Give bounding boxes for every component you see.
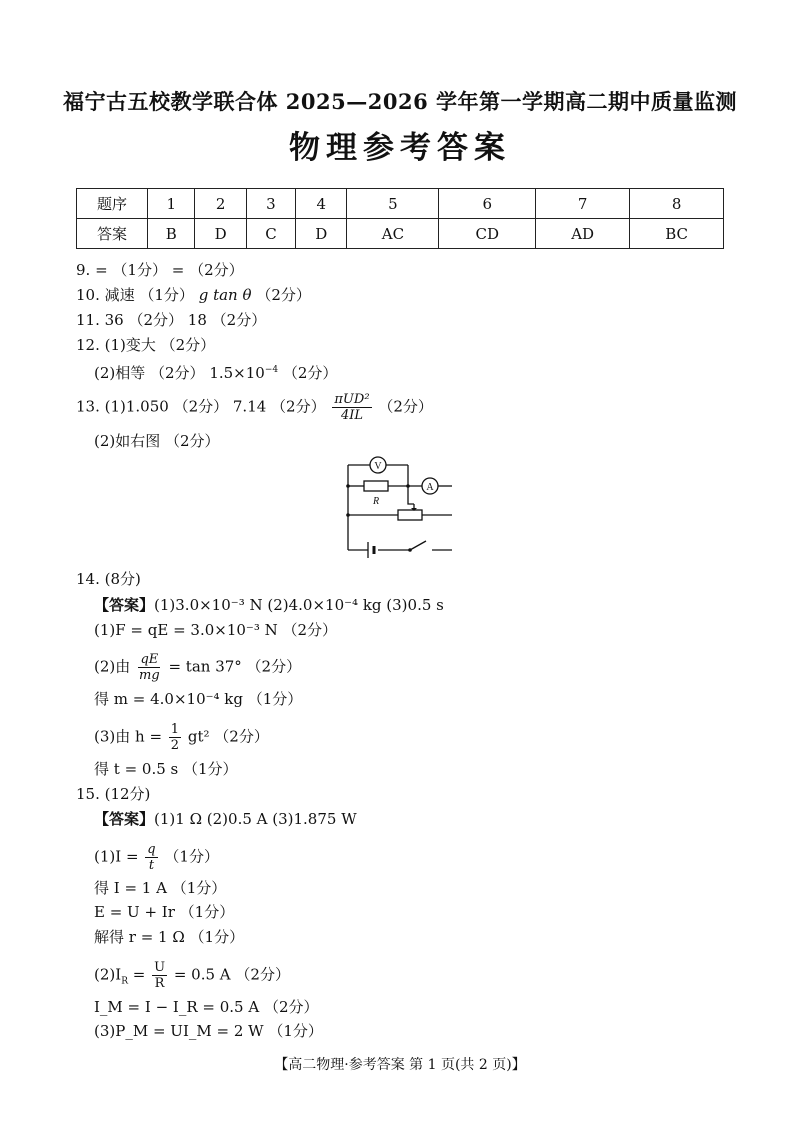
q14-step-2-suffix: = tan 37° （2分） [168,657,302,676]
q14-fraction [137,652,162,683]
answer-cell: AC [347,219,439,249]
slider-wire [408,486,414,504]
answer-q11: 11. 36 （2分） 18 （2分） [76,311,267,329]
q14-step-4-suffix: gt² （2分） [187,727,269,746]
answer-tag: 【答案】 [94,596,155,614]
answer-q9: 9. = （1分） = （2分） [76,261,244,279]
q15-step-4: 解得 r = 1 Ω （1分） [94,928,245,946]
junction-dot [346,484,350,488]
q10-formula: g tan θ [198,286,252,304]
fraction-denominator: 2 [170,738,180,753]
answer-cell: C [246,219,295,249]
q13-score: （2分） [378,397,433,416]
table-row-label: 答案 [77,219,148,249]
question-number: 6 [439,189,536,219]
q15-step-2: 得 I = 1 A （1分） [94,879,227,897]
page-subtitle: 物理参考答案 [289,130,511,166]
answer-cell: B [148,219,195,249]
subscript: R [121,976,128,987]
q15-fraction [145,842,157,873]
q13-part1-text: 13. (1)1.050 （2分） 7.14 （2分） [76,397,326,416]
q12-part2-text: (2)相等 （2分） 1.5×10 [94,364,265,382]
switch-icon [410,541,426,550]
circuit-diagram [340,455,460,560]
q14-step-3: 得 m = 4.0×10⁻⁴ kg （1分） [94,690,303,708]
fraction-numerator: 1 [170,722,180,737]
question-number: 4 [296,189,347,219]
fraction-numerator: qE [140,652,159,667]
question-number: 3 [246,189,295,219]
page-title: 福宁古五校教学联合体 2025—2026 学年第一学期高二期中质量监测 [62,89,737,114]
q14-step-2-prefix: (2)由 [94,657,131,676]
ammeter-label: A [426,482,434,493]
q15-step-5-eq: = [127,965,146,984]
question-number: 7 [536,189,630,219]
q12-exponent: −4 [264,365,279,375]
q15-ohm-fraction [152,960,167,991]
answer-q13-part2: (2)如右图 （2分） [94,432,220,450]
resistor-label: R [372,496,380,507]
q13-fraction [332,392,371,423]
answer-cell: BC [630,219,724,249]
answer-q14-head: 14. (8分) [76,570,141,588]
table-row-label: 题序 [77,189,148,219]
fraction-denominator: 4IL [340,408,363,423]
answer-q13-part1 [76,392,433,423]
q15-step-5-suffix: = 0.5 A （2分） [173,965,290,984]
q15-step-5 [94,960,290,993]
resistor-icon [364,481,388,491]
rheostat-icon [398,510,422,520]
q14-step-2 [94,652,301,683]
q15-step-1-suffix: （1分） [164,847,219,866]
q10-score: （2分） [256,286,311,304]
page-footer: 【高二物理·参考答案 第 1 页(共 2 页)】 [274,1057,526,1073]
answer-cell: D [296,219,347,249]
switch-pivot [408,548,412,552]
q10-part-a: 10. 减速 （1分） [76,286,194,304]
junction-dot [406,484,410,488]
q14-step-4 [94,722,269,753]
q15-step-5-prefix: (2)I [94,965,122,984]
answer-q14-summary [94,594,444,616]
answer-summary-text: (1)3.0×10⁻³ N (2)4.0×10⁻⁴ kg (3)0.5 s [154,596,444,614]
q15-step-1 [94,842,219,873]
answer-cell: CD [439,219,536,249]
fraction-numerator: q [147,842,156,857]
q15-step-6: I_M = I − I_R = 0.5 A （2分） [94,998,319,1016]
answer-q10 [76,284,311,306]
answer-cell: D [195,219,246,249]
voltmeter-label: V [374,461,382,472]
answer-cell: AD [536,219,630,249]
answer-q12-part2 [94,359,337,384]
fraction-denominator: R [154,976,165,991]
table-row [77,189,724,219]
q12-score: （2分） [278,364,338,382]
answer-q15-summary [94,808,357,830]
q14-step-4-prefix: (3)由 h = [94,727,163,746]
question-number: 2 [195,189,246,219]
fraction-denominator: mg [139,668,160,683]
answer-q15-head: 15. (12分) [76,785,151,803]
question-number: 1 [148,189,195,219]
question-number: 5 [347,189,439,219]
question-number: 8 [630,189,724,219]
q14-step-1: (1)F = qE = 3.0×10⁻³ N （2分） [94,621,338,639]
q15-step-1-prefix: (1)I = [94,847,139,866]
fraction-numerator: U [154,960,166,975]
answer-tag: 【答案】 [94,810,155,828]
answer-table [76,188,724,249]
q15-step-3: E = U + Ir （1分） [94,903,235,921]
fraction-numerator: πUD² [334,392,370,407]
fraction-denominator: t [148,858,155,873]
answer-q12-part1: 12. (1)变大 （2分） [76,336,216,354]
table-row [77,219,724,249]
q14-step-5: 得 t = 0.5 s （1分） [94,760,238,778]
q15-step-7: (3)P_M = UI_M = 2 W （1分） [94,1022,323,1040]
answer-summary-text: (1)1 Ω (2)0.5 A (3)1.875 W [154,810,357,828]
junction-dot [346,513,350,517]
q14-half-fraction [169,722,181,753]
